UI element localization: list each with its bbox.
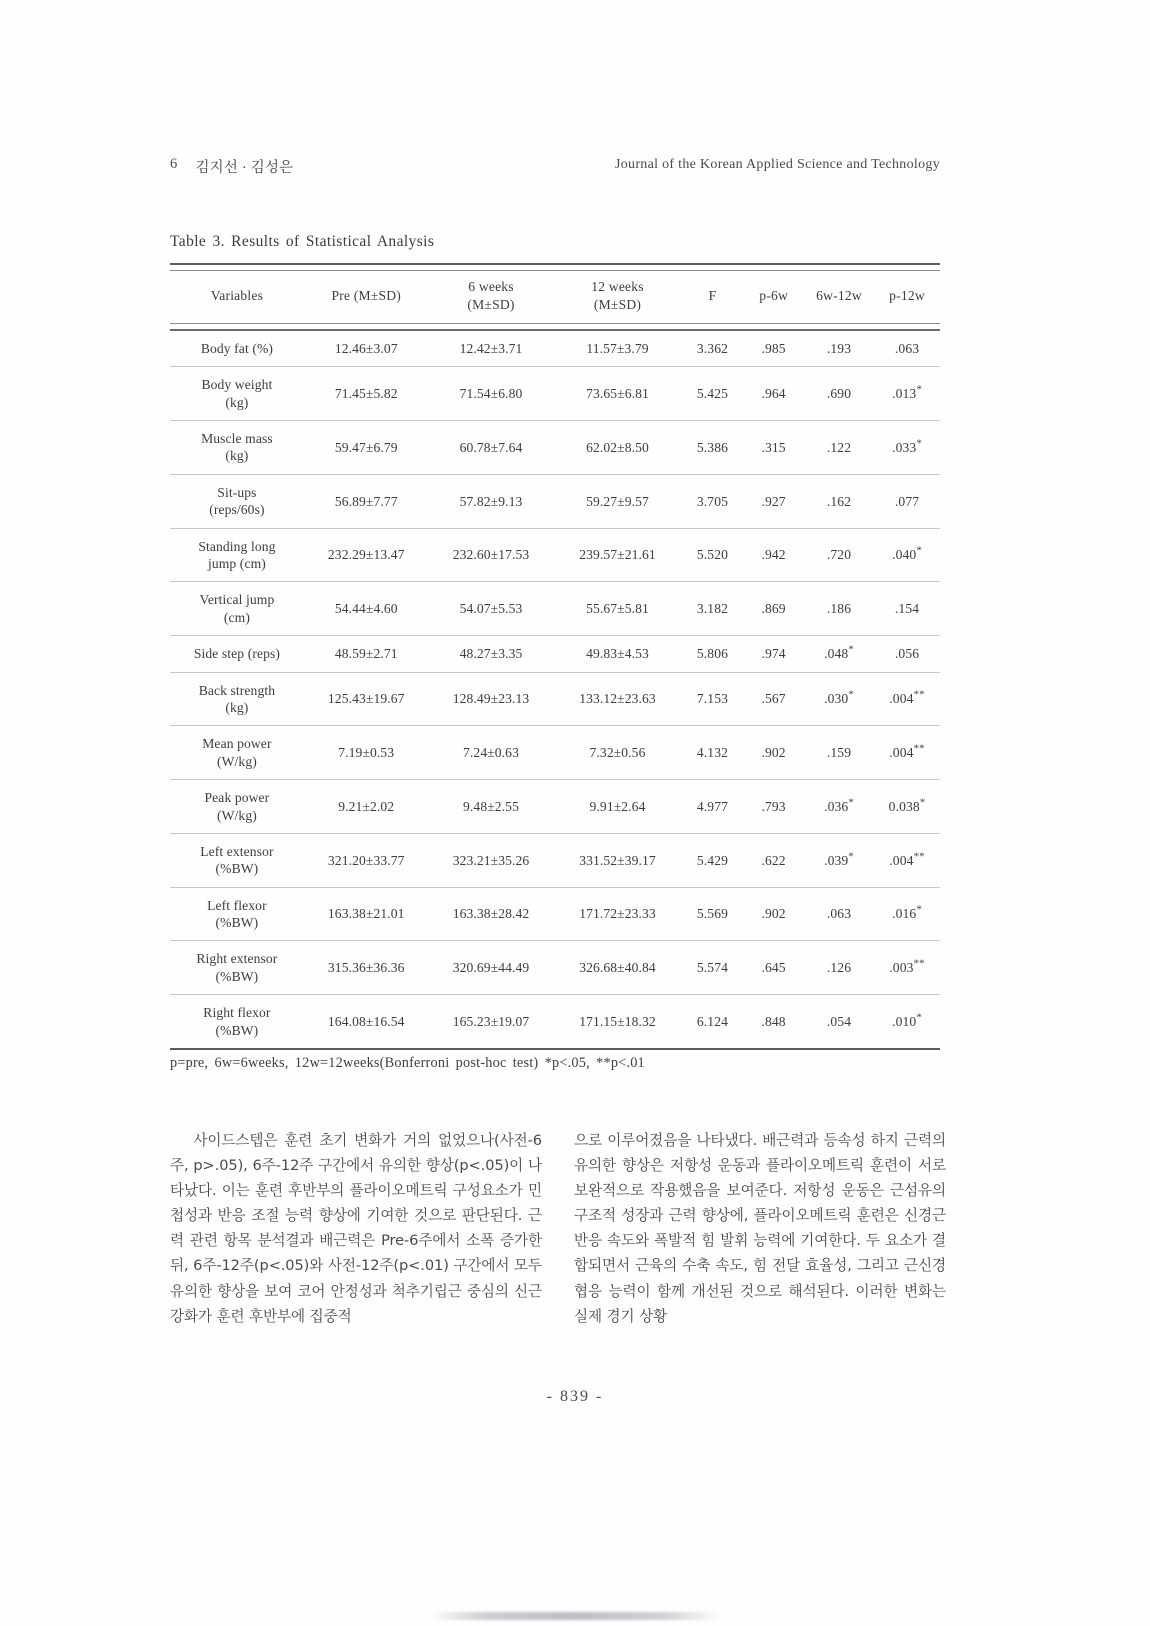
significance-marker: * <box>916 437 922 450</box>
body-text <box>170 1128 946 1329</box>
significance-marker: ** <box>913 688 925 701</box>
cell-6-weeks: 60.78±7.64 <box>429 421 554 475</box>
cell-pre: 71.45±5.82 <box>304 367 429 421</box>
significance-marker: * <box>848 688 854 701</box>
cell-variable-name <box>170 887 304 941</box>
cell-variable-name <box>170 780 304 834</box>
running-head <box>170 156 940 176</box>
cell-p-6w: .567 <box>743 672 804 726</box>
table-row <box>170 367 940 421</box>
cell-12-weeks: 7.32±0.56 <box>553 726 681 780</box>
cell-f-value: 3.182 <box>682 582 744 636</box>
running-head-left <box>170 156 293 177</box>
cell-p-6w: .902 <box>743 726 804 780</box>
cell-pre: 12.46±3.07 <box>304 330 429 367</box>
cell-variable-name <box>170 995 304 1048</box>
cell-p-12w: .004** <box>874 726 940 780</box>
variable-unit: jump (cm) <box>207 556 266 571</box>
cell-p-6w: .848 <box>761 1013 786 1029</box>
variable-label: Peak power <box>204 790 270 806</box>
table-row <box>170 833 940 887</box>
cell-p-6w: .964 <box>743 367 804 421</box>
cell-p-12w: .154 <box>874 582 940 636</box>
cell-variable-name <box>170 833 304 887</box>
significance-marker: * <box>916 383 922 396</box>
table-row <box>170 887 940 941</box>
cell-f-value: 5.806 <box>682 636 744 672</box>
variable-label: Right flexor <box>203 1005 271 1021</box>
cell-12-weeks: 171.72±23.33 <box>553 887 681 941</box>
variable-label: Left extensor <box>200 843 274 859</box>
cell-p-6w: .974 <box>743 636 804 672</box>
cell-pre: 54.44±4.60 <box>304 582 429 636</box>
cell-6w-12w: .720 <box>804 528 874 582</box>
cell-6-weeks: 48.27±3.35 <box>429 636 554 672</box>
cell-variable-name <box>170 941 304 995</box>
cell-6w-12w: .036* <box>804 780 874 834</box>
cell-6w-12w: .193 <box>804 330 874 367</box>
variable-unit: (%BW) <box>215 861 259 877</box>
cell-f-value: 5.429 <box>682 833 744 887</box>
header-12-weeks-line2: (M±SD) <box>593 296 642 312</box>
cell-variable-name <box>170 636 304 672</box>
page-folio: - 839 - <box>546 1388 604 1405</box>
significance-marker: ** <box>913 742 925 755</box>
cell-6w-12w: .063 <box>804 887 874 941</box>
cell-p-6w: .645 <box>743 941 804 995</box>
significance-marker: * <box>848 850 854 863</box>
table-row <box>170 421 940 475</box>
cell-variable-name <box>170 330 304 367</box>
table-rule-bottom <box>170 1048 940 1052</box>
cell-p-12w: .004** <box>874 672 940 726</box>
cell-6w-12w: .122 <box>804 421 874 475</box>
cell-f-value: 3.705 <box>682 474 744 528</box>
cell-p-6w: .869 <box>743 582 804 636</box>
cell-p-6w: .985 <box>743 330 804 367</box>
variable-unit: (W/kg) <box>216 753 257 769</box>
body-paragraph-left: 사이드스텝은 훈련 초기 변화가 거의 없었으나(사전-6주, p>.05), 6주-12주 구간에서 유의한 향상(p<.05)이 나타났다. 이는 훈련 후반부의 플라이오메트릭 구성요소가 민첩성과 반응 조절 능력 향상에 기여한 것으로 판단된다. 근력 관련 항목 분석결과 배근력은 Pre-6주에서 소폭 증가한 뒤, 6주-12주(p<.05)와 사전-12주(p<.01) 구간에서 모두 유의한 향상을 보여 코어 안정성과 척추기립근 중심의 신근 강화가 훈련 후반부에 집중적 <box>170 1132 542 1325</box>
table-row <box>170 672 940 726</box>
table-row <box>170 474 940 528</box>
cell-p-12w: .003** <box>874 941 940 995</box>
variable-label: Right extensor <box>196 951 278 967</box>
table-row <box>170 330 940 367</box>
cell-p-12w: .004** <box>874 833 940 887</box>
variable-label: Back strength <box>198 682 276 698</box>
cell-12-weeks: 326.68±40.84 <box>553 941 681 995</box>
header-6-weeks-line2: (M±SD) <box>467 296 515 312</box>
variable-label: Muscle mass <box>201 431 273 447</box>
cell-f-value: 5.425 <box>682 367 744 421</box>
cell-f-value: 4.977 <box>682 780 744 834</box>
cell-variable-name <box>170 672 304 726</box>
header-12-weeks-line1: 12 weeks <box>591 279 644 294</box>
table-head <box>170 264 940 330</box>
cell-p-12w: .056 <box>874 636 940 672</box>
cell-6-weeks: 232.60±17.53 <box>429 528 554 582</box>
variable-unit: (reps/60s) <box>209 502 265 518</box>
cell-12-weeks: 11.57±3.79 <box>553 330 681 367</box>
significance-marker: ** <box>913 957 925 970</box>
cell-6w-12w: .690 <box>804 367 874 421</box>
table-caption: Table 3. Results of Statistical Analysis <box>170 233 435 250</box>
cell-6-weeks: 9.48±2.55 <box>429 780 554 834</box>
table-row <box>170 636 940 672</box>
cell-variable-name <box>170 367 304 421</box>
cell-6-weeks: 165.23±19.07 <box>452 1013 530 1029</box>
cell-12-weeks: 49.83±4.53 <box>553 636 681 672</box>
cell-pre: 232.29±13.47 <box>304 528 429 582</box>
cell-6-weeks: 7.24±0.63 <box>429 726 554 780</box>
cell-variable-name <box>170 474 304 528</box>
cell-12-weeks: 171.15±18.32 <box>579 1013 656 1029</box>
variable-label: Body weight <box>201 377 273 393</box>
cell-pre: 164.08±16.54 <box>327 1013 405 1029</box>
significance-marker: * <box>916 544 922 557</box>
variable-label: Vertical jump <box>199 592 275 608</box>
variable-label: Sit-ups <box>217 484 257 500</box>
cell-6-weeks: 54.07±5.53 <box>429 582 554 636</box>
cell-p-12w: .010* <box>892 1011 922 1029</box>
cell-6w-12w: .054 <box>826 1013 852 1029</box>
cell-6w-12w: .126 <box>804 941 874 995</box>
cell-f-value: 3.362 <box>682 330 744 367</box>
table-row <box>170 726 940 780</box>
cell-pre: 163.38±21.01 <box>304 887 429 941</box>
cell-f-value: 5.386 <box>682 421 744 475</box>
cell-pre: 315.36±36.36 <box>304 941 429 995</box>
running-head-page-number: 6 <box>170 156 178 172</box>
cell-p-12w: .063 <box>874 330 940 367</box>
variable-unit: (%BW) <box>215 915 259 931</box>
variable-unit: (W/kg) <box>216 807 257 823</box>
cell-f-value: 6.124 <box>696 1013 728 1029</box>
significance-marker: * <box>848 796 854 809</box>
cell-pre: 59.47±6.79 <box>304 421 429 475</box>
cell-12-weeks: 331.52±39.17 <box>553 833 681 887</box>
cell-p-6w: .902 <box>743 887 804 941</box>
cell-variable-name <box>170 582 304 636</box>
header-p-6w: p-6w <box>759 287 788 303</box>
cell-12-weeks: 9.91±2.64 <box>553 780 681 834</box>
body-column-left <box>170 1128 542 1329</box>
cell-p-6w: .942 <box>743 528 804 582</box>
significance-marker: * <box>848 643 854 656</box>
table-row <box>170 528 940 582</box>
cell-variable-name <box>170 421 304 475</box>
header-6-weeks-line1: 6 weeks <box>468 279 514 294</box>
variable-label: Standing long <box>198 538 276 554</box>
cell-6-weeks: 323.21±35.26 <box>429 833 554 887</box>
running-head-authors: 김지선 · 김성은 <box>195 160 294 176</box>
table-header-row <box>170 271 940 324</box>
cell-6-weeks: 128.49±23.13 <box>429 672 554 726</box>
cell-6w-12w: .186 <box>804 582 874 636</box>
table-footnote: p=pre, 6w=6weeks, 12w=12weeks(Bonferroni post-hoc test) *p<.05, **p<.01 <box>170 1055 645 1071</box>
statistics-table-container <box>170 263 940 1052</box>
variable-unit: (%BW) <box>215 968 259 984</box>
variable-label: Side step (reps) <box>193 646 280 662</box>
variable-label: Left flexor <box>207 897 267 913</box>
body-column-right <box>574 1128 946 1329</box>
cell-p-6w: .927 <box>743 474 804 528</box>
cell-pre: 48.59±2.71 <box>304 636 429 672</box>
variable-unit: (kg) <box>225 448 249 464</box>
table-row <box>170 780 940 834</box>
cell-6-weeks: 12.42±3.71 <box>429 330 554 367</box>
cell-p-12w: .016* <box>874 887 940 941</box>
cell-variable-name <box>170 528 304 582</box>
cell-variable-name <box>170 726 304 780</box>
header-variables: Variables <box>210 287 264 303</box>
significance-marker: ** <box>913 850 925 863</box>
cell-12-weeks: 73.65±6.81 <box>553 367 681 421</box>
cell-6w-12w: .159 <box>804 726 874 780</box>
cell-6w-12w: .039* <box>804 833 874 887</box>
variable-unit: (%BW) <box>215 1022 259 1038</box>
cell-6-weeks: 163.38±28.42 <box>429 887 554 941</box>
variable-unit: (kg) <box>225 699 249 715</box>
cell-p-6w: .622 <box>743 833 804 887</box>
header-12-weeks <box>553 271 681 324</box>
variable-label: Body fat (%) <box>200 340 273 356</box>
cell-12-weeks: 62.02±8.50 <box>553 421 681 475</box>
statistics-table <box>170 263 940 1048</box>
header-6w-12w: 6w-12w <box>816 287 862 303</box>
header-6-weeks <box>429 271 554 324</box>
cell-f-value: 5.574 <box>682 941 744 995</box>
cell-pre: 321.20±33.77 <box>304 833 429 887</box>
header-p-12w: p-12w <box>889 287 925 303</box>
cell-f-value: 5.520 <box>682 528 744 582</box>
cell-p-12w: .040* <box>874 528 940 582</box>
cell-6w-12w: .162 <box>804 474 874 528</box>
cell-6w-12w: .030* <box>804 672 874 726</box>
variable-unit: (kg) <box>225 394 249 410</box>
cell-f-value: 4.132 <box>682 726 744 780</box>
cell-6-weeks: 57.82±9.13 <box>429 474 554 528</box>
cell-6-weeks: 71.54±6.80 <box>429 367 554 421</box>
significance-marker: * <box>919 796 926 809</box>
scan-artifact <box>430 1612 720 1620</box>
header-pre: Pre (M±SD) <box>331 287 401 303</box>
cell-pre: 7.19±0.53 <box>304 726 429 780</box>
cell-pre: 125.43±19.67 <box>304 672 429 726</box>
cell-6-weeks: 320.69±44.49 <box>429 941 554 995</box>
cell-f-value: 5.569 <box>682 887 744 941</box>
variable-label: Mean power <box>202 736 272 752</box>
table-row <box>170 941 940 995</box>
cell-12-weeks: 59.27±9.57 <box>553 474 681 528</box>
cell-6w-12w: .048* <box>804 636 874 672</box>
cell-p-12w: .013* <box>874 367 940 421</box>
header-f-statistic: F <box>708 287 717 303</box>
cell-p-12w: 0.038* <box>874 780 940 834</box>
table-body <box>170 330 940 1048</box>
cell-pre: 56.89±7.77 <box>304 474 429 528</box>
cell-p-12w: .033* <box>874 421 940 475</box>
cell-p-6w: .315 <box>743 421 804 475</box>
table-row <box>170 995 940 1048</box>
cell-pre: 9.21±2.02 <box>304 780 429 834</box>
cell-12-weeks: 133.12±23.63 <box>553 672 681 726</box>
running-head-journal-title: Journal of the Korean Applied Science and Technology <box>615 157 940 172</box>
significance-marker: * <box>916 903 922 916</box>
cell-p-6w: .793 <box>743 780 804 834</box>
significance-marker: * <box>916 1011 922 1024</box>
body-paragraph-right: 으로 이루어졌음을 나타냈다. 배근력과 등속성 하지 근력의 유의한 향상은 저항성 운동과 플라이오메트릭 훈련이 서로 보완적으로 작용했음을 보여준다. 저항성 운동은 근섬유의 구조적 성장과 근력 향상에, 플라이오메트릭 훈련은 신경근 반응 속도와 폭발적 힘 발휘 능력에 기여한다. 두 요소가 결합되면서 근육의 수축 속도, 힘 전달 효율성, 그리고 근신경 협응 능력이 함께 개선된 것으로 해석된다. 이러한 변화는 실제 경기 상황 <box>574 1132 946 1325</box>
cell-p-12w: .077 <box>874 474 940 528</box>
cell-f-value: 7.153 <box>682 672 744 726</box>
cell-12-weeks: 55.67±5.81 <box>553 582 681 636</box>
variable-unit: (cm) <box>223 609 250 625</box>
table-row <box>170 582 940 636</box>
cell-12-weeks: 239.57±21.61 <box>553 528 681 582</box>
